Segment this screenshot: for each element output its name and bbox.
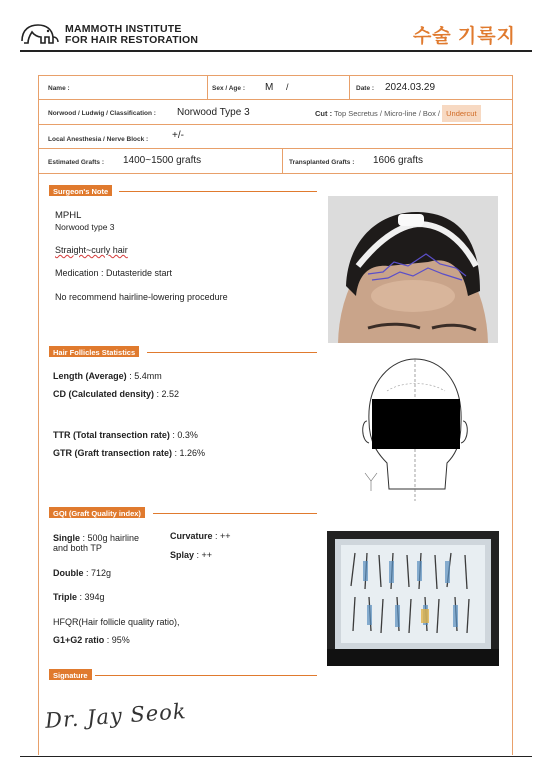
transplanted-grafts-label: Transplanted Grafts : bbox=[289, 159, 355, 166]
ttr-label: TTR (Total transection rate) bbox=[53, 430, 170, 440]
cut-separator: / bbox=[418, 109, 421, 118]
cd-value: : 2.52 bbox=[154, 389, 180, 399]
single-label: Single bbox=[53, 533, 81, 543]
g1g2-ratio bbox=[53, 635, 130, 645]
mammoth-logo-icon bbox=[20, 23, 60, 45]
page-header bbox=[20, 18, 532, 52]
date-label: Date : bbox=[356, 85, 375, 92]
anesthesia-label: Local Anesthesia / Nerve Block : bbox=[48, 136, 149, 143]
divider bbox=[282, 149, 283, 174]
section-rule bbox=[95, 675, 317, 676]
note-line-3: Straight~curly hair bbox=[55, 245, 128, 255]
info-row-name bbox=[39, 76, 512, 100]
info-row-grafts bbox=[39, 149, 512, 174]
triple-value: : 394g bbox=[77, 592, 105, 602]
date-value[interactable]: 2024.03.29 bbox=[385, 82, 436, 93]
brand-line-2: FOR HAIR RESTORATION bbox=[65, 34, 199, 46]
signature-text: Dr. Jay Seok bbox=[44, 699, 188, 733]
divider bbox=[207, 76, 208, 100]
info-row-classification bbox=[39, 100, 512, 125]
estimated-grafts-value[interactable]: 1400~1500 grafts bbox=[123, 155, 202, 166]
name-label: Name : bbox=[48, 85, 70, 92]
graft-monitor-image bbox=[327, 531, 499, 666]
page-title: 수술 기록지 bbox=[412, 26, 516, 47]
g1g2-value: : 95% bbox=[104, 635, 130, 645]
classification-value[interactable]: Norwood Type 3 bbox=[177, 107, 250, 118]
note-line-2: Norwood type 3 bbox=[55, 222, 115, 232]
gtr-value: : 1.26% bbox=[172, 448, 206, 458]
single-grafts bbox=[53, 533, 139, 553]
total-transection-rate bbox=[53, 430, 198, 440]
sex-value[interactable]: M bbox=[265, 82, 274, 93]
curvature-label: Curvature bbox=[170, 531, 213, 541]
cut-separator: / bbox=[379, 109, 382, 118]
cut-option-top-secretus[interactable]: Top Secretus bbox=[334, 109, 378, 118]
follicles-heading: Hair Follicles Statistics bbox=[49, 346, 139, 357]
section-rule bbox=[153, 513, 317, 514]
scalp-photo-image bbox=[328, 196, 498, 343]
cut-options bbox=[315, 109, 481, 118]
cut-separator: / bbox=[437, 109, 441, 118]
note-line-4: Medication : Dutasteride start bbox=[55, 268, 173, 278]
ttr-value: : 0.3% bbox=[169, 430, 198, 440]
double-value: : 712g bbox=[83, 568, 112, 578]
divider bbox=[349, 76, 350, 100]
surgeon-note-heading: Surgeon's Note bbox=[49, 185, 112, 196]
brand-line-1: MAMMOTH INSTITUTE bbox=[65, 23, 182, 35]
length-average bbox=[53, 371, 162, 381]
age-separator: / bbox=[286, 82, 289, 92]
transplanted-grafts-value[interactable]: 1606 grafts bbox=[373, 155, 424, 166]
double-grafts bbox=[53, 568, 111, 578]
classification-label: Norwood / Ludwig / Classification : bbox=[48, 110, 156, 117]
cd-label: CD (Calculated density) bbox=[53, 389, 155, 399]
info-row-anesthesia bbox=[39, 125, 512, 149]
splay-label: Splay bbox=[170, 550, 195, 560]
signature-heading: Signature bbox=[49, 669, 92, 680]
bottom-rule bbox=[20, 756, 532, 757]
calculated-density bbox=[53, 389, 179, 399]
graft-transection-rate bbox=[53, 448, 205, 458]
length-label: Length (Average) bbox=[53, 371, 127, 381]
graft-monitor-photo bbox=[327, 531, 499, 666]
brand-name bbox=[65, 24, 198, 46]
curvature-value: : ++ bbox=[212, 531, 231, 541]
length-value: : 5.4mm bbox=[126, 371, 162, 381]
note-line-5: No recommend hairline-lowering procedure bbox=[55, 292, 228, 302]
single-value: : 500g hairline bbox=[80, 533, 140, 543]
cut-option-box[interactable]: Box bbox=[422, 109, 436, 118]
section-rule bbox=[147, 352, 317, 353]
scalp-photo bbox=[328, 196, 498, 343]
record-sheet bbox=[38, 75, 513, 755]
cut-label: Cut : bbox=[315, 109, 333, 118]
cut-option-undercut[interactable]: Undercut bbox=[442, 105, 480, 122]
triple-label: Triple bbox=[53, 592, 78, 602]
single-value-2: and both TP bbox=[53, 543, 102, 553]
cut-option-micro-line[interactable]: Micro-line bbox=[384, 109, 417, 118]
estimated-grafts-label: Estimated Grafts : bbox=[48, 159, 104, 166]
g1g2-label: G1+G2 ratio bbox=[53, 635, 105, 645]
double-label: Double bbox=[53, 568, 84, 578]
hfqr-label: HFQR(Hair follicle quality ratio), bbox=[53, 617, 180, 627]
anesthesia-value[interactable]: +/- bbox=[172, 130, 184, 141]
note-line-1: MPHL bbox=[55, 210, 82, 221]
head-diagram bbox=[357, 351, 472, 506]
curvature bbox=[170, 531, 231, 541]
gtr-label: GTR (Graft transection rate) bbox=[53, 448, 173, 458]
splay bbox=[170, 550, 212, 560]
triple-grafts bbox=[53, 592, 105, 602]
splay-value: : ++ bbox=[194, 550, 213, 560]
sex-age-label: Sex / Age : bbox=[212, 85, 245, 92]
section-rule bbox=[119, 191, 317, 192]
gqi-heading: GQI (Graft Quality index) bbox=[49, 507, 145, 518]
